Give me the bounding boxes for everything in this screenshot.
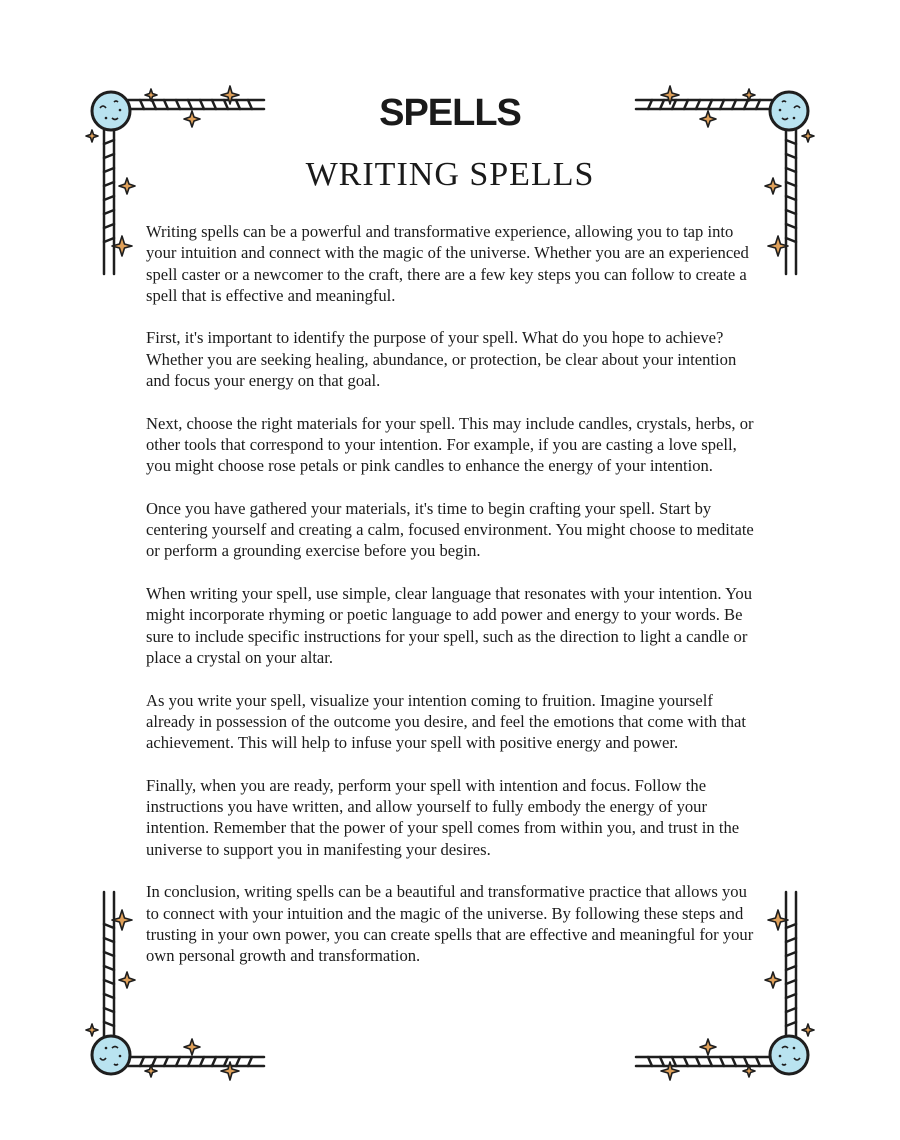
paragraph: Next, choose the right materials for your spell. This may include candles, crystals, herbs, or other tools that correspond to your intention. For example, if you are casting a love spell, you might choose rose petals or pink candles to enhance the energy of your intention. <box>146 413 754 476</box>
page-title: SPELLS <box>379 92 521 134</box>
paragraph: In conclusion, writing spells can be a beautiful and transformative practice that allows you to connect with your intuition and the magic of the universe. By following these steps and trusting in your own power, you can create spells that are effective and meaningful for your own personal growth and transformation. <box>146 882 754 966</box>
paragraph: Writing spells can be a powerful and transformative experience, allowing you to tap into your intuition and connect with the magic of the universe. Whether you are an experienced spell caster or a newcomer to the craft, there are a few key steps you can follow to create a spell that is effective and meaningful. <box>146 222 749 305</box>
sparkle-star-icon <box>765 972 781 988</box>
paragraph: Finally, when you are ready, perform your spell with intention and focus. Follow the instructions you have written, and allow yourself to fully embody the energy of your intention. Remember that the power of your spell comes from within you, and trust in the universe to support you in manifesting your desires. <box>146 775 740 859</box>
paragraph: First, it's important to identify the purpose of your spell. What do you hope to achieve? Whether you are seeking healing, abundance, or protection, be clear about your intention and focus your energy on that goal. <box>146 328 737 391</box>
paragraph: When writing your spell, use simple, clear language that resonates with your intention. You might incorporate rhyming or poetic language to add power and energy to your words. Be sure to include specific instructions for your spell, such as the direction to light a candle or place a crystal on your altar. <box>146 584 753 667</box>
sparkle-star-icon <box>700 1039 716 1055</box>
sparkle-star-icon <box>802 1024 814 1036</box>
sparkle-star-icon <box>119 972 135 988</box>
body-text <box>146 221 758 988</box>
crystal-orb-icon <box>770 1036 808 1074</box>
crystal-orb-icon <box>92 1036 130 1074</box>
paragraph: As you write your spell, visualize your intention coming to fruition. Imagine yourself already in possession of the outcome you desire, and feel the emotions that come with that achievement. This will help to infuse your spell with positive energy and power. <box>146 690 746 753</box>
paragraph: Once you have gathered your materials, it's time to begin crafting your spell. Start by centering yourself and creating a calm, focused environment. You might choose to meditate or perform a grounding exercise before you begin. <box>146 498 754 561</box>
sparkle-star-icon <box>184 1039 200 1055</box>
sparkle-star-icon <box>86 1024 98 1036</box>
section-heading: WRITING SPELLS <box>305 156 595 193</box>
